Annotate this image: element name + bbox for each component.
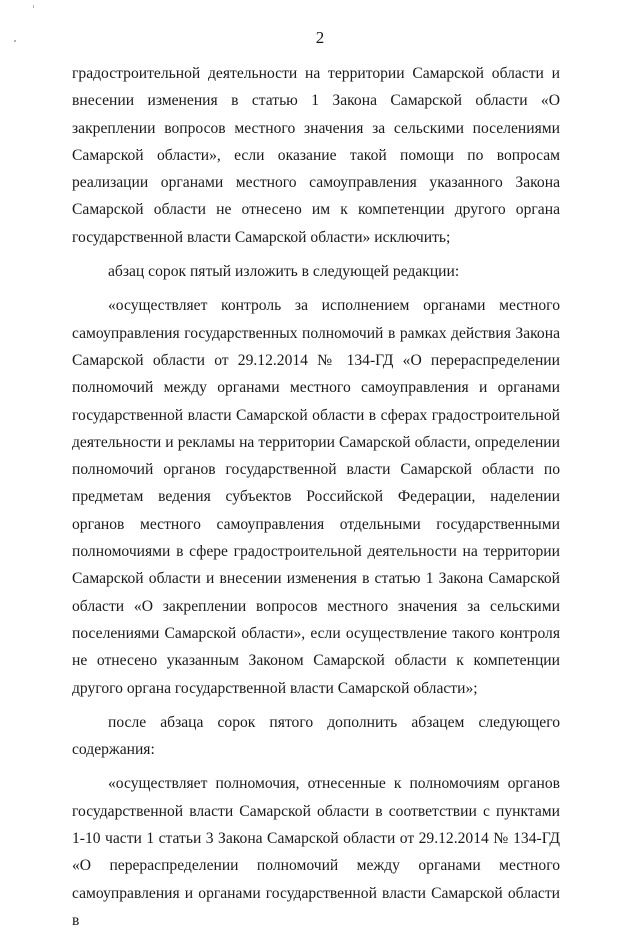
paragraph-instruction: после абзаца сорок пятого дополнить абзацем следующего содержания: <box>72 713 560 759</box>
paragraph-quoted-provision: «осуществляет контроль за исполнением органами местного самоуправления государственных полномочий в рамках действия Закона Самарской области от 29.12.2014 № 134-ГД «О перераспределении полномочий между органами местного самоуправления и органами государственной власти Самарской области в сферах градостроительной деятельности и рекламы на территории Самарской области, определении полномочий органов государственной власти Самарской области по предметам ведения субъектов Российской Федерации, наделении органов местного самоуправления отдельными государственными полномочиями в сфере градостроительной деятельности на территории Самарской области и внесении изменения в статью 1 Закона Самарской области «О закреплении вопросов местного значения за сельскими поселениями Самарской области», если осуществление такого контроля не отнесено указанным Законом Самарской области к компетенции другого органа государственной власти Самарской области»; <box>72 297 560 697</box>
paragraph-instruction: абзац сорок пятый изложить в следующей редакции: <box>108 263 460 281</box>
scan-speck <box>33 5 34 8</box>
document-body <box>72 60 560 934</box>
page-number: 2 <box>315 28 325 47</box>
paragraph-quoted-provision: «осуществляет полномочия, отнесенные к полномочиям органов государственной власти Самарской области в соответствии с пунктами 1-10 части 1 статьи 3 Закона Самарской области от 29.12.2014 № 134-ГД «О перераспределении полномочий между органами местного самоуправления и органами государственной власти Самарской области в <box>72 775 560 929</box>
paragraph-continuation: градостроительной деятельности на территории Самарской области и внесении изменения в статью 1 Закона Самарской области «О закреплении вопросов местного значения за сельскими поселениями Самарской области», если оказание такой помощи по вопросам реализации органами местного самоуправления указанного Закона Самарской области не отнесено им к компетенции другого органа государственной власти Самарской области» исключить; <box>72 65 560 246</box>
